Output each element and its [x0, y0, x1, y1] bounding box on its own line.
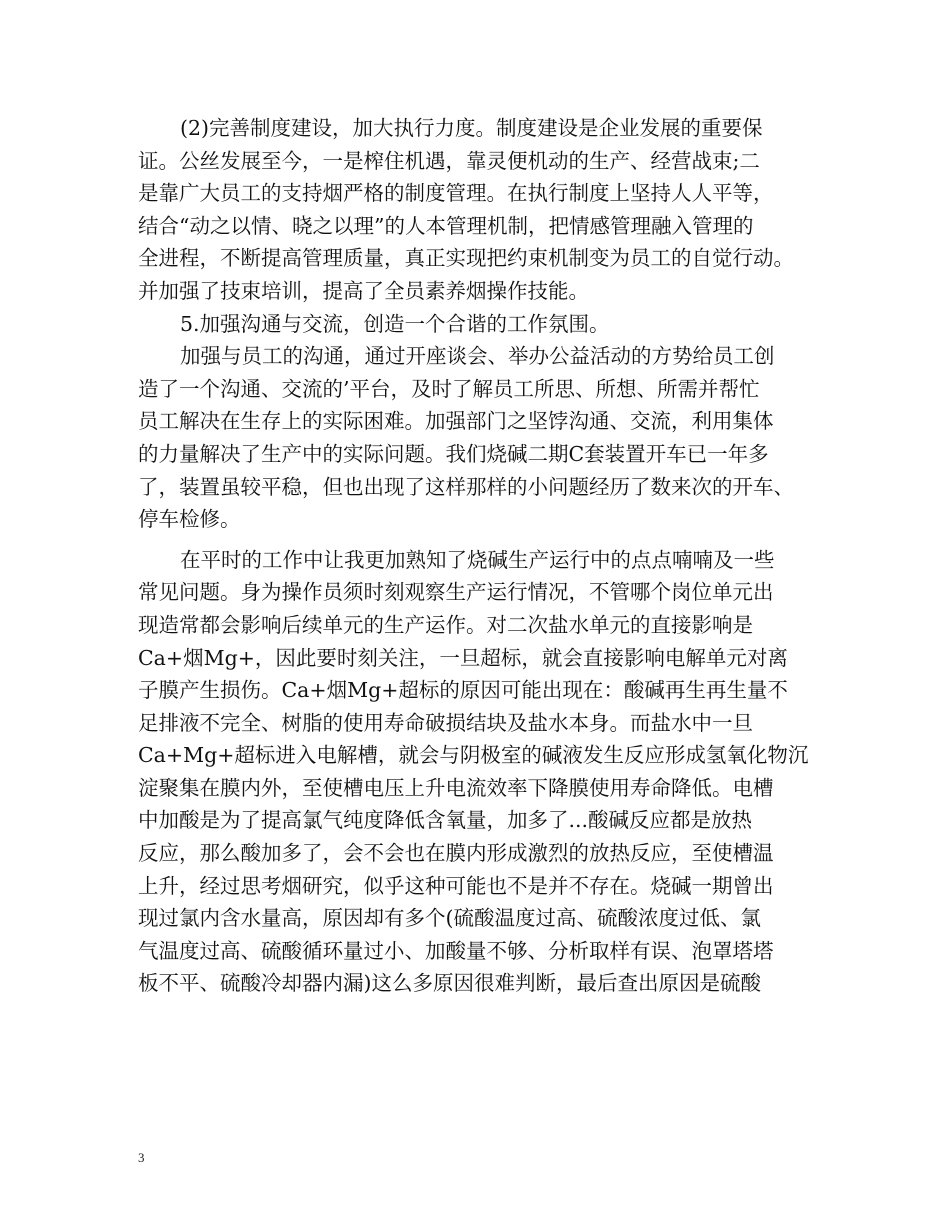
- section-heading: 5.加强沟通与交流，创造一个合谐的工作氛围。: [180, 311, 610, 336]
- paragraph-system-building: [138, 112, 828, 308]
- text-line: (2)完善制度建设，加大执行力度。制度建设是企业发展的重要保: [180, 116, 763, 140]
- text-line: 是靠广大员工的支持烟严格的制度管理。在执行制度上坚持人人平等，: [138, 181, 774, 206]
- text-line: 常见问题。身为操作员须时刻观察生产运行情况，不管哪个岗位单元出: [138, 580, 774, 605]
- page-number: 3: [138, 1150, 145, 1165]
- text-line: 的力量解决了生产中的实际问题。我们烧碱二期C套装置开车已一年多: [138, 441, 769, 466]
- text-line: 气温度过高、硫酸循环量过小、加酸量不够、分析取样有误、泡罩塔塔: [138, 938, 774, 963]
- text-line: 全进程，不断提高管理质量，真正实现把约束机制变为员工的自觉行动。: [138, 246, 794, 271]
- text-line: 上升，经过思考烟研究，似乎这种可能也不是并不存在。烧碱一期曾出: [138, 873, 774, 898]
- text-line: 造了一个沟通、交流的’平台，及时了解员工所思、所想、所需并帮忙: [138, 376, 760, 401]
- paragraph-daily-work: [138, 544, 828, 1000]
- text-line: 在平时的工作中让我更加熟知了烧碱生产运行中的点点喃喃及一些: [180, 547, 775, 572]
- text-line: 了，装置虽较平稳，但也出现了这样那样的小问题经历了数来次的开车、: [138, 474, 794, 499]
- paragraph-gap: [138, 536, 828, 544]
- text-line: 证。公丝发展至今，一是榨住机遇，靠灵便机动的生产、经营战束;二: [138, 148, 760, 173]
- text-line: 中加酸是为了提高氯气纯度降低含氧量，加多了...酸碱反应都是放热: [138, 808, 753, 833]
- text-line: Ca+Mg+超标进入电解槽，就会与阴极室的碱液发生反应形成氢氧化物沉: [138, 743, 809, 768]
- body-text: [138, 112, 828, 1000]
- text-line: 淀聚集在膜内外，至使槽电压上升电流效率下降膜使用寿命降低。电槽: [138, 775, 774, 800]
- text-line: 停车检修。: [138, 507, 241, 532]
- text-line: 并加强了技束培训，提高了全员素养烟操作技能。: [138, 278, 589, 303]
- text-line: 足排液不完全、树脂的使用寿命破损结块及盐水本身。而盐水中一旦: [138, 710, 753, 735]
- text-line: 现造常都会影响后续单元的生产运作。对二次盐水单元的直接影响是: [138, 612, 753, 637]
- text-line: 板不平、硫酸冷却器内漏)这么多原因很难判断，最后查出原因是硫酸: [138, 971, 761, 996]
- text-line: 反应，那么酸加多了，会不会也在膜内形成激烈的放热反应，至使槽温: [138, 841, 774, 866]
- section-heading-communication: [138, 308, 828, 341]
- text-line: 子膜产生损伤。Ca+烟Mg+超标的原因可能出现在：酸碱再生再生量不: [138, 678, 788, 703]
- text-line: 现过氯内含水量高，原因却有多个(硫酸温度过高、硫酸浓度过低、氯: [138, 906, 761, 931]
- text-line: 结合“动之以情、晓之以理”的人本管理机制，把情感管理融入管理的: [138, 213, 754, 238]
- paragraph-communication: [138, 340, 828, 536]
- text-line: 员工解决在生存上的实际困难。加强部门之坚饽沟通、交流，利用集体: [138, 409, 774, 434]
- text-line: Ca+烟Mg+，因此要时刻关注，一旦超标，就会直接影响电解单元对离: [138, 645, 788, 670]
- text-line: 加强与员工的沟通，通过开座谈会、举办公益活动的方势给员工创: [180, 344, 775, 369]
